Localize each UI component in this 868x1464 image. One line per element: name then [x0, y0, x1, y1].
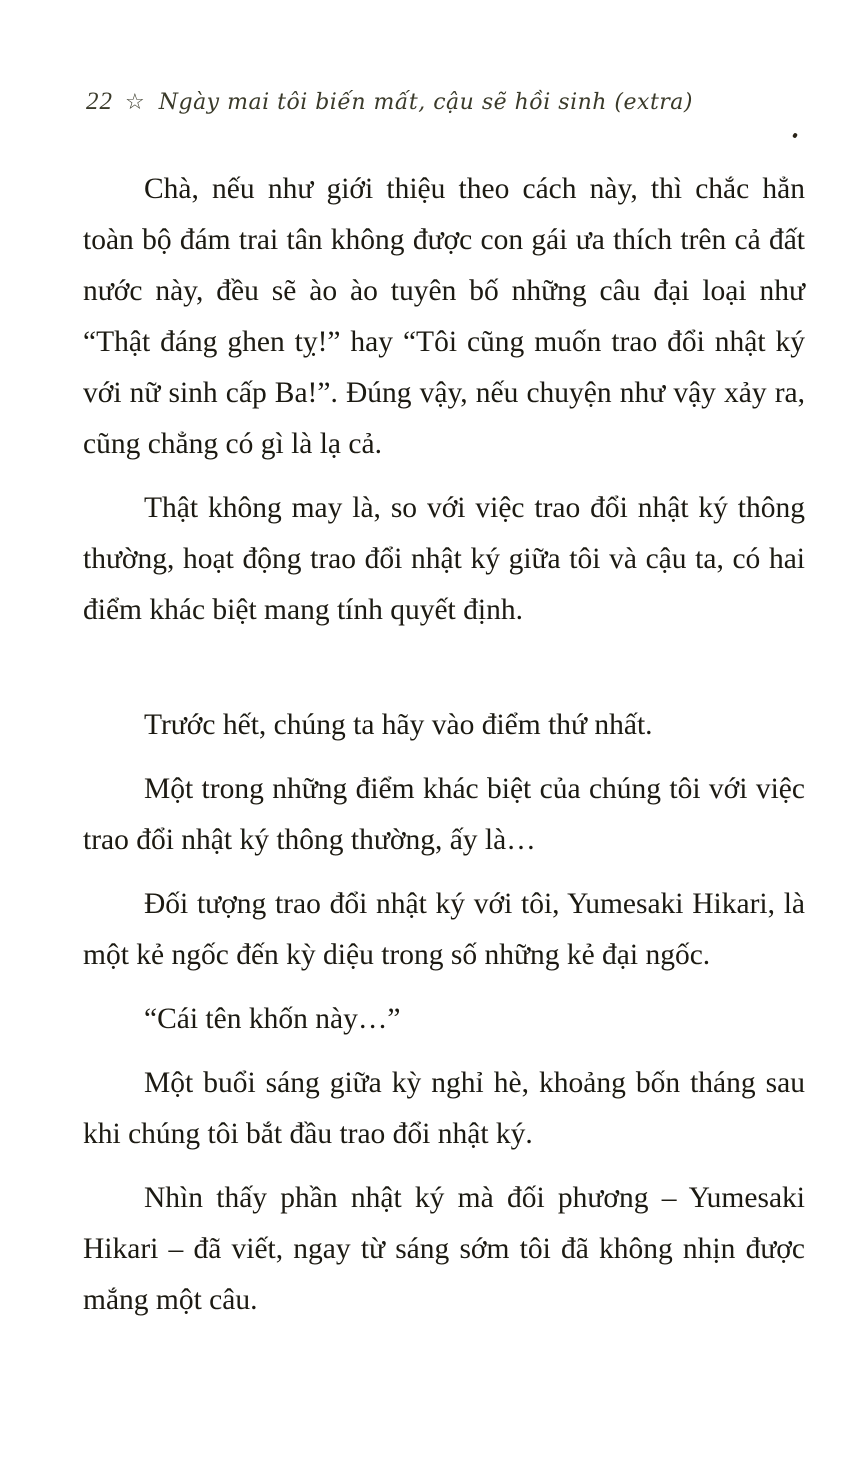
paragraph: Trước hết, chúng ta hãy vào điểm thứ nhất.	[144, 709, 653, 741]
paragraph: Thật không may là, so với việc trao đổi nhật ký thông thường, hoạt động trao đổi nhật ký giữa tôi và cậu ta, có hai điểm khác biệt mang tính quyết định.	[83, 492, 805, 626]
body-text	[83, 164, 805, 1326]
star-icon: ☆	[125, 90, 145, 115]
paragraph: Một buổi sáng giữa kỳ nghỉ hè, khoảng bốn tháng sau khi chúng tôi bắt đầu trao đổi nhật ký.	[83, 1067, 805, 1150]
paragraph: Một trong những điểm khác biệt của chúng tôi với việc trao đổi nhật ký thông thường, ấy là…	[83, 773, 805, 856]
running-header	[86, 88, 693, 116]
paragraph: “Cái tên khốn này…”	[144, 1003, 401, 1035]
paragraph: Chà, nếu như giới thiệu theo cách này, thì chắc hẳn toàn bộ đám trai tân không được con gái ưa thích trên cả đất nước này, đều sẽ ào ào tuyên bố những câu đại loại như “Thật đáng ghen tỵ!” hay “Tôi cũng muốn trao đổi nhật ký với nữ sinh cấp Ba!”. Đúng vậy, nếu chuyện như vậy xảy ra, cũng chẳng có gì là lạ cả.	[83, 173, 805, 460]
page-number: 22	[86, 88, 113, 115]
ink-speck	[792, 132, 798, 138]
book-title: Ngày mai tôi biến mất, cậu sẽ hồi sinh (extra)	[158, 90, 693, 115]
paragraph: Đối tượng trao đổi nhật ký với tôi, Yumesaki Hikari, là một kẻ ngốc đến kỳ diệu trong số những kẻ đại ngốc.	[83, 888, 805, 971]
paragraph: Nhìn thấy phần nhật ký mà đối phương – Yumesaki Hikari – đã viết, ngay từ sáng sớm tôi đã không nhịn được mắng một câu.	[83, 1182, 805, 1316]
